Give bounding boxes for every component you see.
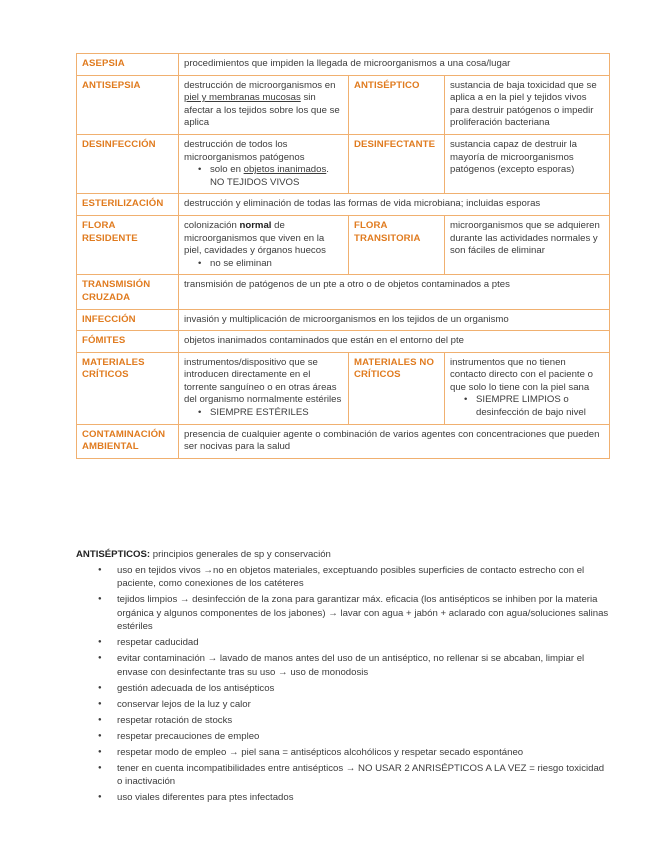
term-cell: TRANSMISIÓN CRUZADA [77,275,179,309]
bullet-list [450,394,604,419]
definition-cell [179,75,349,134]
definition-text: destrucción de microorganismos en [184,79,336,91]
term-cell: ANTISÉPTICO [349,75,445,134]
table-row [77,424,610,458]
antisepticos-notes [76,548,611,807]
notes-list [76,564,611,805]
definition-cell: sustancia de baja toxicidad que se aplica a en la piel y tejidos vivos para destruir patógenos o impedir proliferación bacteriana [445,75,610,134]
table-row [77,331,610,353]
definition-cell [179,352,349,424]
term-cell: DESINFECCIÓN [77,134,179,193]
definition-cell: destrucción y eliminación de todas las formas de vida microbiana; incluidas esporas [179,194,610,216]
table-row [77,75,610,134]
table-row [77,215,610,274]
notes-heading [76,548,611,562]
list-item: ● tener en cuenta incompatibilidades entre antisépticos → NO USAR 2 ANRISÉPTICOS A LA VEZ = riesgo toxicidad o inactivación [117,762,611,789]
term-cell: FLORA TRANSITORIA [349,215,445,274]
table-row [77,194,610,216]
list-item: ● respetar caducidad [117,636,611,650]
definition-cell: invasión y multiplicación de microorganismos en los tejidos de un organismo [179,309,610,331]
heading-text: principios generales de sp y conservación [150,549,331,560]
table-row [77,275,610,309]
underlined-text: objetos inanimados [243,164,327,176]
list-item: ● uso en tejidos vivos →no en objetos materiales, exceptuando posibles superficies de contacto estrecho con el paciente, como conexiones de los catéteres [117,564,611,591]
definition-text: de microorganismos que viven en la piel, cavidades y órganos huecos [184,219,326,257]
definition-cell [179,134,349,193]
term-cell: CONTAMINACIÓN AMBIENTAL [77,424,179,458]
definition-cell: objetos inanimados contaminados que están en el entorno del pte [179,331,610,353]
list-item: ● evitar contaminación → lavado de manos antes del uso de un antiséptico, no rellenar si se abcaban, limpiar el envase con desinfectante tras su uso → uso de monodosis [117,652,611,679]
definition-cell [179,215,349,274]
glossary-table [76,53,610,459]
list-item: ● respetar precauciones de empleo [117,730,611,744]
bullet-list [184,164,343,189]
bullet-list [184,407,343,420]
definition-cell: procedimientos que impiden la llegada de microorganismos a una cosa/lugar [179,54,610,76]
table-row [77,352,610,424]
term-cell: INFECCIÓN [77,309,179,331]
definition-cell: sustancia capaz de destruir la mayoría de microorganismos patógenos (excepto esporas) [445,134,610,193]
term-cell: ANTISEPSIA [77,75,179,134]
definition-text: colonización [184,219,240,231]
list-item: ● conservar lejos de la luz y calor [117,698,611,712]
term-cell: DESINFECTANTE [349,134,445,193]
list-item: ● gestión adecuada de los antisépticos [117,682,611,696]
term-cell: MATERIALES CRÍTICOS [77,352,179,424]
definition-text: instrumentos/dispositivo que se introducen directamente en el torrente sanguíneo o en otras áreas del organismo normalmente estériles [184,356,342,406]
bullet-text: solo en [210,164,244,176]
list-item: ● tejidos limpios → desinfección de la zona para garantizar máx. eficacia (los antisépticos se inhiben por la materia orgánica y algunos componentes de los jabones) → lavar con agua + jabón + aclarado con agua/soluciones salinas estériles [117,593,611,634]
heading-bold: ANTISÉPTICOS: [76,549,151,560]
term-cell: ESTERILIZACIÓN [77,194,179,216]
term-cell: MATERIALES NO CRÍTICOS [349,352,445,424]
table-row [77,54,610,76]
list-item [210,164,343,189]
definition-text: destrucción de todos los microorganismos patógenos [184,138,305,163]
underlined-text: piel y membranas mucosas [184,92,301,104]
definition-cell: microorganismos que se adquieren durante las actividades normales y son fáciles de eliminar [445,215,610,274]
definition-cell: transmisión de patógenos de un pte a otro o de objetos contaminados a ptes [179,275,610,309]
list-item: • SIEMPRE LIMPIOS o desinfección de bajo nivel [476,394,604,419]
definition-cell [445,352,610,424]
table-row [77,309,610,331]
term-cell: FLORA RESIDENTE [77,215,179,274]
list-item: • SIEMPRE ESTÉRILES [210,407,343,420]
list-item: ● respetar modo de empleo → piel sana = antisépticos alcohólicos y respetar secado espontáneo [117,746,611,760]
table-row [77,134,610,193]
list-item: • no se eliminan [210,258,343,271]
list-item: ● respetar rotación de stocks [117,714,611,728]
list-item: ● uso viales diferentes para ptes infectados [117,791,611,805]
term-cell: FÓMITES [77,331,179,353]
bullet-list [184,258,343,271]
term-cell: ASEPSIA [77,54,179,76]
bold-text: normal [239,219,272,231]
definition-text: sin afectar a los tejidos sobre los que se aplica [184,92,340,129]
bullet-text: . NO TEJIDOS VIVOS [210,164,329,188]
definition-text: instrumentos que no tienen contacto directo con el paciente o que solo lo tiene con la piel sana [450,356,593,393]
definition-cell: presencia de cualquier agente o combinación de varios agentes con concentraciones que pueden ser nocivas para la salud [179,424,610,458]
